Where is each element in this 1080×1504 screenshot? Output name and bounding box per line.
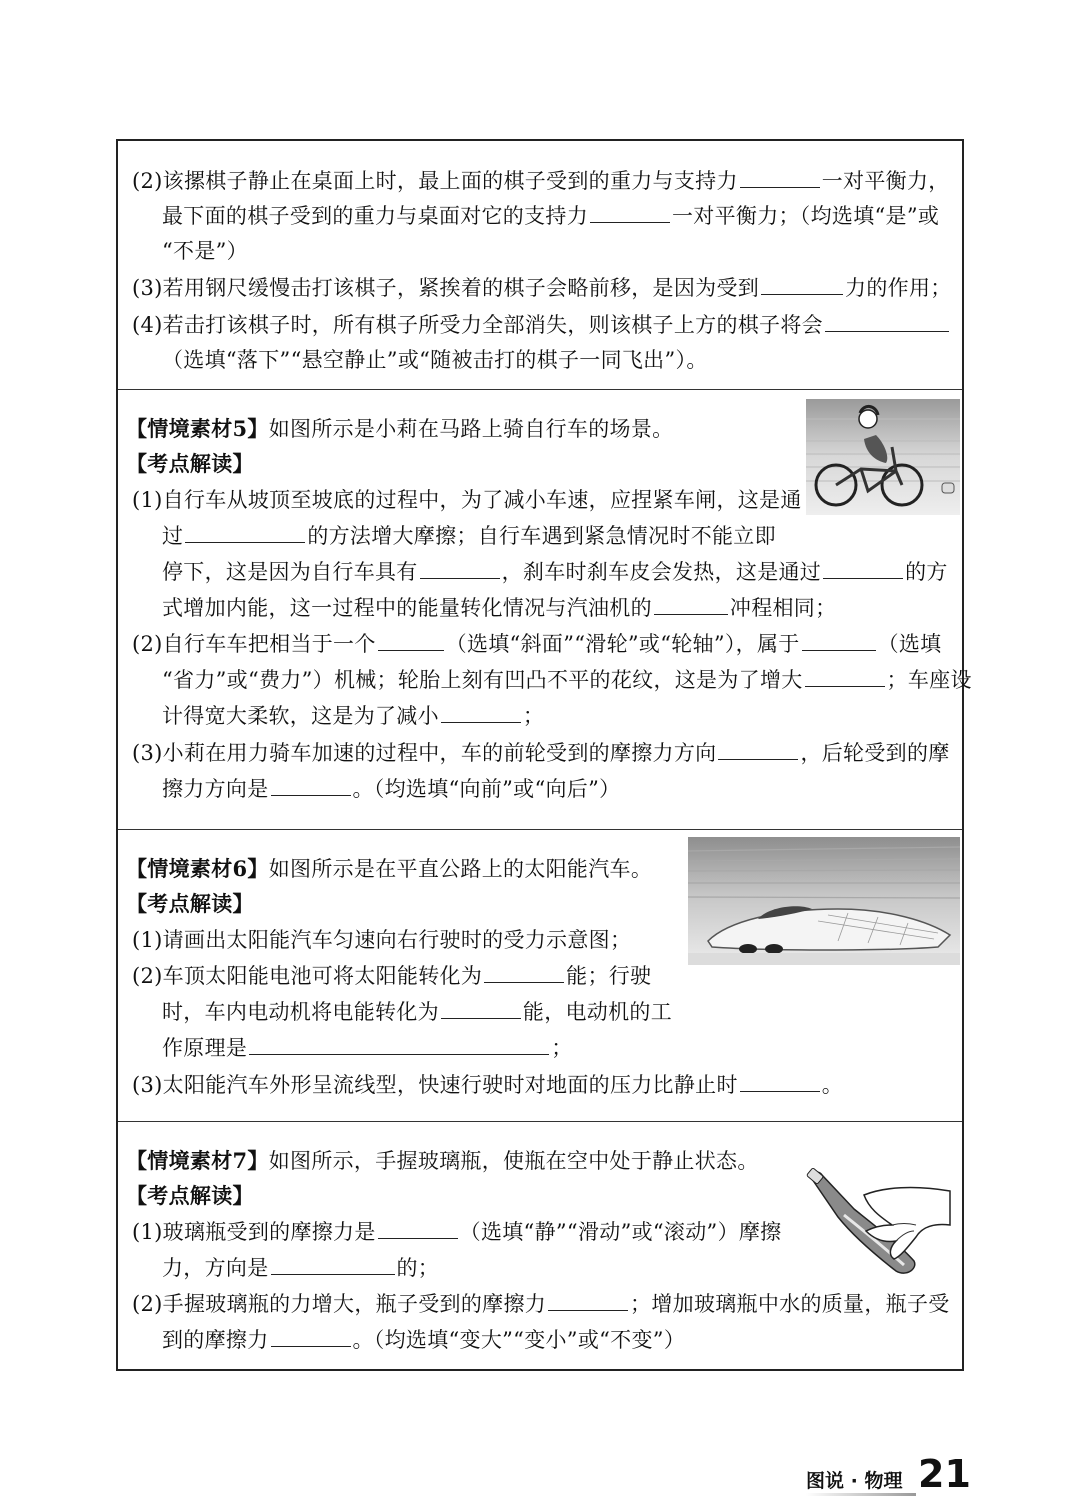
answer-blank[interactable]	[654, 596, 728, 615]
section-divider	[118, 829, 962, 830]
q2-line1: (2)自行车车把相当于一个 （选填“斜面”“滑轮”或“轮轴”），属于 （选填	[132, 632, 942, 656]
answer-blank[interactable]	[441, 1000, 521, 1019]
solar-car-picture	[688, 837, 960, 965]
answer-blank[interactable]	[271, 1256, 395, 1275]
q2-line1: (2)该摞棋子静止在桌面上时，最上面的棋子受到的重力与支持力 一对平衡力，	[132, 169, 950, 193]
analysis-heading: 【考点解读】	[126, 451, 254, 476]
q3-line: (3)太阳能汽车外形呈流线型，快速行驶时对地面的压力比静止时 。	[132, 1073, 844, 1097]
answer-blank[interactable]	[548, 1292, 628, 1311]
answer-blank[interactable]	[420, 560, 500, 579]
q1-line1: (1)玻璃瓶受到的摩擦力是 （选填“静”“滑动”或“滚动”）摩擦	[132, 1220, 782, 1244]
footer-underline	[806, 1493, 916, 1496]
q4-line1: (4)若击打该棋子时，所有棋子所受力全部消失，则该棋子上方的棋子将会	[132, 313, 951, 337]
girl-on-bicycle-picture	[806, 399, 960, 515]
answer-blank[interactable]	[740, 169, 820, 188]
content-frame	[116, 139, 972, 1371]
q1-line1: (1)自行车从坡顶至坡底的过程中，为了减小车速，应捏紧车闸，这是通	[132, 488, 802, 512]
q2-line2: 到的摩擦力 。（均选填“变大”“变小”或“不变”）	[162, 1328, 686, 1352]
page-footer	[806, 1452, 976, 1500]
hand-holding-bottle-picture	[804, 1165, 954, 1275]
q2-line2: “省力”或“费力”）机械；轮胎上刻有凹凸不平的花纹，这是为了增大 ；车座设	[162, 668, 972, 692]
q2-line1: (2)手握玻璃瓶的力增大，瓶子受到的摩擦力 ；增加玻璃瓶中水的质量，瓶子受	[132, 1292, 950, 1316]
q3-line1: (3)小莉在用力骑车加速的过程中，车的前轮受到的摩擦力方向 ，后轮受到的摩	[132, 741, 950, 765]
page-number: 21	[918, 1452, 971, 1496]
q4-line2: （选填“落下”“悬空静止”或“随被击打的棋子一同飞出”）。	[162, 348, 708, 372]
answer-blank[interactable]	[441, 704, 521, 723]
answer-blank[interactable]	[825, 313, 949, 332]
analysis-heading: 【考点解读】	[126, 891, 254, 916]
answer-blank[interactable]	[249, 1036, 549, 1055]
answer-blank[interactable]	[271, 1328, 351, 1347]
q2-line3: 作原理是 ；	[162, 1036, 573, 1060]
answer-blank[interactable]	[271, 777, 351, 796]
q3-line1: (3)若用钢尺缓慢击打该棋子，紧挨着的棋子会略前移，是因为受到 力的作用；	[132, 276, 952, 300]
q2-line3: “不是”）	[162, 239, 248, 263]
q2-line1: (2)车顶太阳能电池可将太阳能转化为 能；行驶	[132, 964, 652, 988]
q1-line3: 停下，这是因为自行车具有 ，刹车时刹车皮会发热，这是通过 的方	[162, 560, 948, 584]
section-divider	[118, 389, 962, 390]
answer-blank[interactable]	[802, 632, 876, 651]
q2-line2: 时，车内电动机将电能转化为 能，电动机的工	[162, 1000, 673, 1024]
section-divider	[118, 1121, 962, 1122]
book-title: 图说 · 物理	[806, 1470, 903, 1492]
answer-blank[interactable]	[378, 1220, 458, 1239]
scenario-title: 【情境素材7】如图所示，手握玻璃瓶，使瓶在空中处于静止状态。	[126, 1148, 759, 1173]
answer-blank[interactable]	[761, 276, 843, 295]
answer-blank[interactable]	[740, 1073, 820, 1092]
answer-blank[interactable]	[378, 632, 444, 651]
answer-blank[interactable]	[805, 668, 885, 687]
answer-blank[interactable]	[823, 560, 903, 579]
answer-blank[interactable]	[590, 204, 670, 223]
analysis-heading: 【考点解读】	[126, 1183, 254, 1208]
q2-line2: 最下面的棋子受到的重力与桌面对它的支持力 一对平衡力；（均选填“是”或	[162, 204, 940, 228]
scenario-title: 【情境素材6】如图所示是在平直公路上的太阳能汽车。	[126, 856, 653, 881]
scenario-title: 【情境素材5】如图所示是小莉在马路上骑自行车的场景。	[126, 416, 674, 441]
q1-line2: 力，方向是 的；	[162, 1256, 440, 1280]
q1-line2: 过 的方法增大摩擦；自行车遇到紧急情况时不能立即	[162, 524, 776, 548]
answer-blank[interactable]	[718, 741, 798, 760]
q2-line3: 计得宽大柔软，这是为了减小 ；	[162, 704, 545, 728]
q1-line4: 式增加内能，这一过程中的能量转化情况与汽油机的 冲程相同；	[162, 596, 837, 620]
q3-line2: 擦力方向是 。（均选填“向前”或“向后”）	[162, 777, 621, 801]
q1-line: (1)请画出太阳能汽车匀速向右行驶时的受力示意图；	[132, 928, 632, 952]
answer-blank[interactable]	[185, 524, 305, 543]
answer-blank[interactable]	[484, 964, 564, 983]
